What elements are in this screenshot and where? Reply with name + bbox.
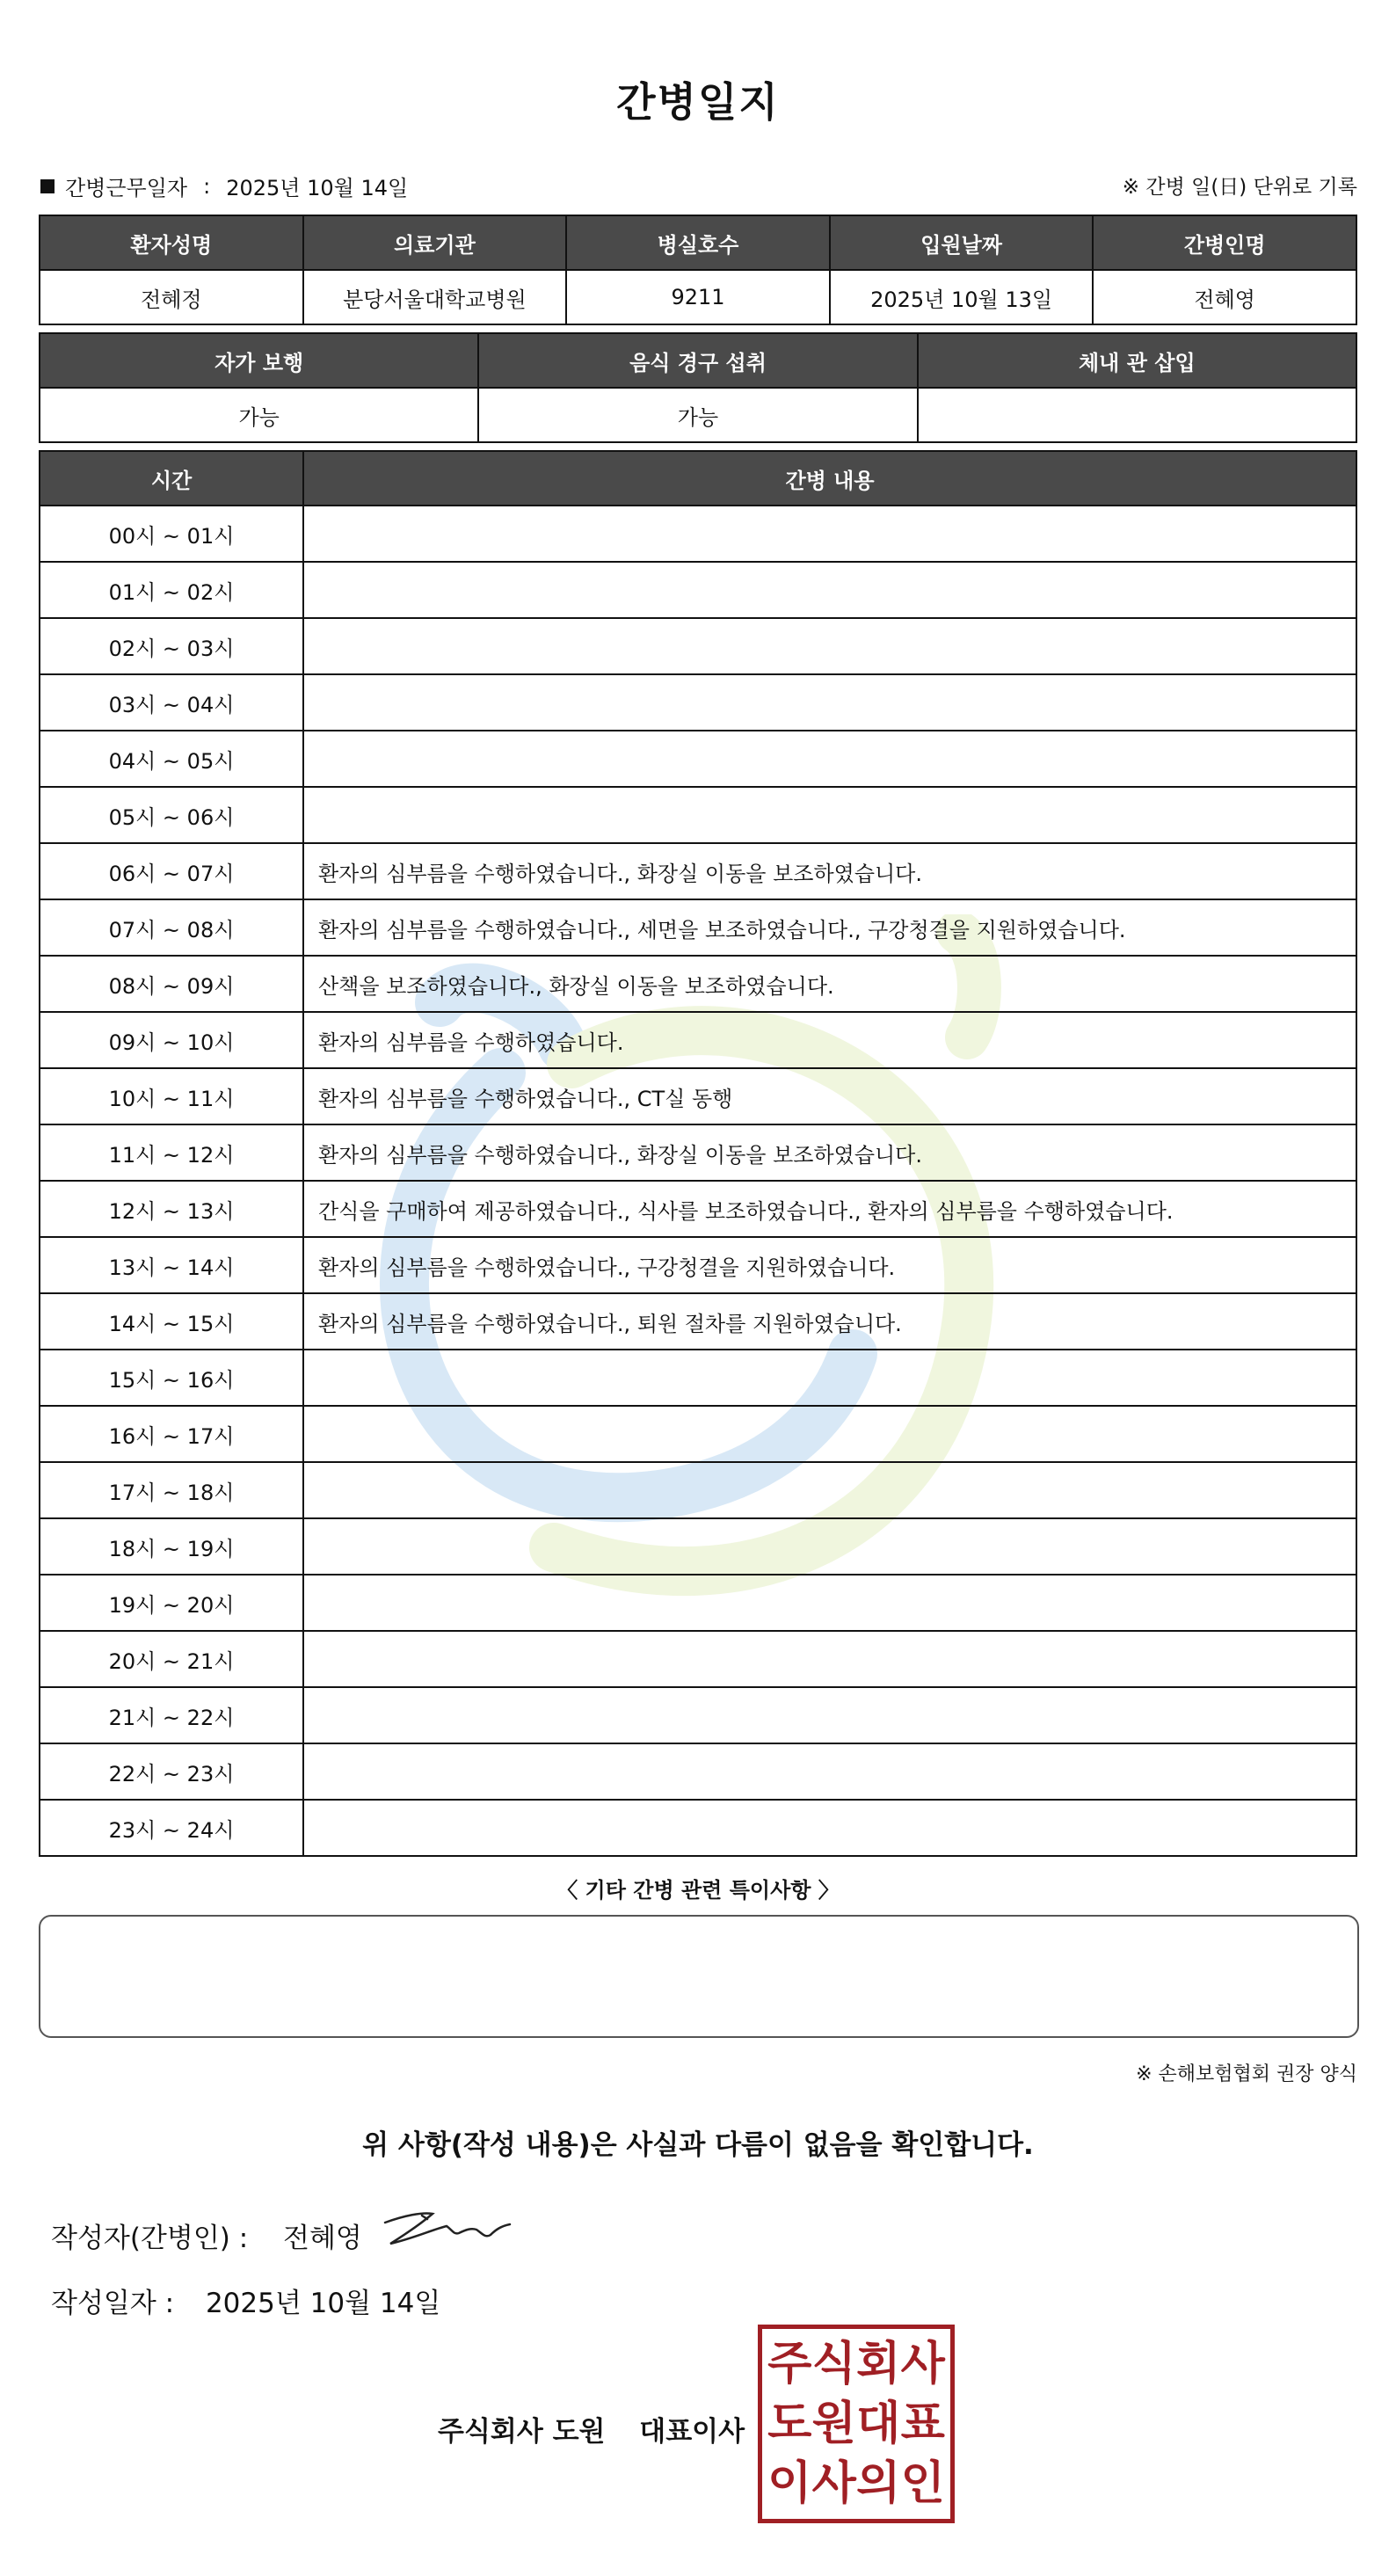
header-room-number: 병실호수 [566,215,830,270]
seal-character: 도 [767,2398,812,2450]
written-date-label: 작성일자 : [51,2288,175,2319]
care-content: 환자의 심부름을 수행하였습니다., 화장실 이동을 보조하였습니다. [303,1124,1356,1181]
header-time: 시간 [40,451,303,506]
seal-character: 식 [811,2338,856,2390]
oral-intake-value: 가능 [478,388,917,442]
work-date-line [40,171,408,201]
care-content [303,1406,1356,1462]
time-slot: 07시 ~ 08시 [40,899,303,956]
table-row [40,562,1356,618]
header-patient-name: 환자성명 [40,215,303,270]
time-slot: 04시 ~ 05시 [40,731,303,787]
care-content [303,787,1356,843]
seal-character: 주 [767,2338,812,2390]
seal-character: 회 [856,2338,901,2390]
table-row [40,1181,1356,1237]
time-slot: 03시 ~ 04시 [40,674,303,731]
table-row [40,1575,1356,1631]
care-content [303,1631,1356,1687]
time-slot: 06시 ~ 07시 [40,843,303,899]
time-slot: 00시 ~ 01시 [40,506,303,562]
time-slot: 21시 ~ 22시 [40,1687,303,1743]
time-slot: 18시 ~ 19시 [40,1518,303,1575]
seal-character: 대 [856,2398,901,2450]
time-slot: 08시 ~ 09시 [40,956,303,1012]
company-name: 주식회사 도원 [438,2416,606,2448]
notes-box [39,1915,1359,2038]
time-slot: 01시 ~ 02시 [40,562,303,618]
table-row [40,618,1356,674]
company-role: 대표이사 [639,2416,745,2448]
writer-label: 작성자(간병인) : [51,2223,249,2254]
time-slot: 19시 ~ 20시 [40,1575,303,1631]
header-oral-intake: 음식 경구 섭취 [478,333,917,388]
care-content [303,1462,1356,1518]
patient-info-table [39,215,1357,325]
seal-character: 표 [900,2398,945,2450]
care-content [303,1743,1356,1800]
table-row [40,1631,1356,1687]
confirmation-statement: 위 사항(작성 내용)은 사실과 다름이 없음을 확인합니다. [362,2129,1034,2161]
table-row [40,1350,1356,1406]
care-content: 간식을 구매하여 제공하였습니다., 식사를 보조하였습니다., 환자의 심부름을 수행하였습니다. [303,1181,1356,1237]
time-slot: 14시 ~ 15시 [40,1293,303,1350]
care-content [303,674,1356,731]
seal-character: 이 [767,2457,812,2510]
time-slot: 16시 ~ 17시 [40,1406,303,1462]
seal-character: 사 [811,2457,856,2510]
room-number: 9211 [566,270,830,324]
table-row [40,956,1356,1012]
care-content [303,1575,1356,1631]
table-row [40,1518,1356,1575]
table-row [40,674,1356,731]
writer-line [51,2216,362,2255]
self-walking-value: 가능 [40,388,478,442]
header-care-content: 간병 내용 [303,451,1356,506]
time-slot: 13시 ~ 14시 [40,1237,303,1293]
table-row [40,1012,1356,1068]
care-content: 환자의 심부름을 수행하였습니다. [303,1012,1356,1068]
header-hospital: 의료기관 [303,215,567,270]
time-slot: 22시 ~ 23시 [40,1743,303,1800]
care-content [303,1518,1356,1575]
table-row [40,1687,1356,1743]
patient-ability-table [39,332,1357,443]
table-row [40,1068,1356,1124]
table-row [40,1237,1356,1293]
table-row [40,1293,1356,1350]
care-content: 환자의 심부름을 수행하였습니다., 구강청결을 지원하였습니다. [303,1237,1356,1293]
writer-name: 전혜영 [283,2223,362,2254]
company-seal-stamp [758,2325,955,2523]
table-row [40,506,1356,562]
time-slot: 02시 ~ 03시 [40,618,303,674]
table-row [40,843,1356,899]
written-date-value: 2025년 10월 14일 [205,2288,441,2319]
time-slot: 05시 ~ 06시 [40,787,303,843]
care-content [303,1800,1356,1856]
time-slot: 11시 ~ 12시 [40,1124,303,1181]
care-content: 환자의 심부름을 수행하였습니다., CT실 동행 [303,1068,1356,1124]
care-content [303,1350,1356,1406]
time-slot: 23시 ~ 24시 [40,1800,303,1856]
written-date-line [51,2281,440,2320]
notes-title: 〈 기타 간병 관련 특이사항 〉 [556,1878,840,1903]
company-line [438,2409,745,2449]
table-row [40,1800,1356,1856]
page-title: 간병일지 [616,78,780,126]
care-content: 환자의 심부름을 수행하였습니다., 퇴원 절차를 지원하였습니다. [303,1293,1356,1350]
table-row [40,1462,1356,1518]
care-content [303,618,1356,674]
table-row [40,731,1356,787]
admission-date: 2025년 10월 13일 [830,270,1094,324]
header-caregiver-name: 간병인명 [1093,215,1356,270]
header-admission-date: 입원날짜 [830,215,1094,270]
care-content [303,731,1356,787]
bullet-square-icon [40,179,55,193]
caregiver-name: 전혜영 [1093,270,1356,324]
table-row [40,1743,1356,1800]
tube-insertion-value [918,388,1356,442]
time-slot: 12시 ~ 13시 [40,1181,303,1237]
time-slot: 17시 ~ 18시 [40,1462,303,1518]
care-content [303,562,1356,618]
work-date-label: 간병근무일자 [65,176,188,200]
care-content: 환자의 심부름을 수행하였습니다., 세면을 보조하였습니다., 구강청결을 지원하였습니다. [303,899,1356,956]
hospital-name: 분당서울대학교병원 [303,270,567,324]
association-note: ※ 손해보험협회 권장 양식 [1136,2063,1357,2085]
care-content [303,506,1356,562]
unit-note: ※ 간병 일(日) 단위로 기록 [1122,176,1357,199]
seal-character: 원 [811,2398,856,2450]
header-tube-insertion: 체내 관 삽입 [918,333,1356,388]
handwritten-signature-icon [378,2203,519,2256]
table-row [40,899,1356,956]
work-date-value: 2025년 10월 14일 [226,176,409,200]
seal-character: 의 [856,2457,901,2510]
care-content: 산책을 보조하였습니다., 화장실 이동을 보조하였습니다. [303,956,1356,1012]
table-row [40,787,1356,843]
time-slot: 09시 ~ 10시 [40,1012,303,1068]
table-row [40,1406,1356,1462]
time-slot: 15시 ~ 16시 [40,1350,303,1406]
seal-character: 인 [900,2457,945,2510]
table-row [40,1124,1356,1181]
seal-character: 사 [900,2338,945,2390]
work-date-separator: : [203,173,211,199]
time-slot: 20시 ~ 21시 [40,1631,303,1687]
header-self-walking: 자가 보행 [40,333,478,388]
care-content [303,1687,1356,1743]
care-content: 환자의 심부름을 수행하였습니다., 화장실 이동을 보조하였습니다. [303,843,1356,899]
time-slot: 10시 ~ 11시 [40,1068,303,1124]
care-log-table [39,450,1357,1857]
patient-name: 전혜정 [40,270,303,324]
